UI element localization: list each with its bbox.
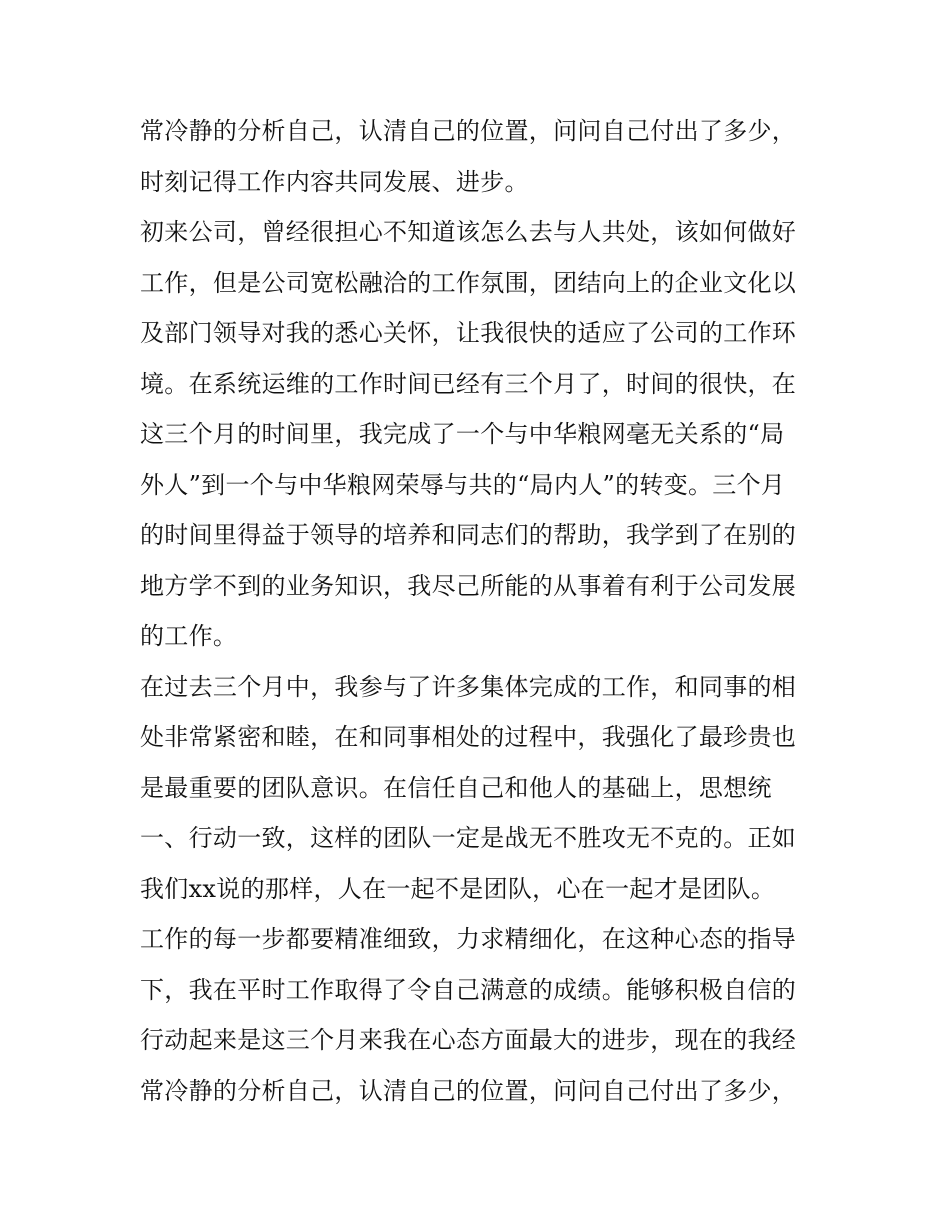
text-line: 的工作。 (140, 622, 238, 650)
text-line: 地方学不到的业务知识，我尽己所能的从事着有利于公司发展 (140, 571, 797, 600)
text-line: 行动起来是这三个月来我在心态方面最大的进步，现在的我经 (140, 1026, 797, 1054)
text-line: 这三个月的时间里，我完成了一个与中华粮网毫无关系的“局 (140, 420, 785, 448)
text-line: 是最重要的团队意识。在信任自己和他人的基础上，思想统 (140, 773, 772, 802)
text-line: 下，我在平时工作取得了令自己满意的成绩。能够积极自信的 (140, 975, 797, 1004)
text-line: 一、行动一致，这样的团队一定是战无不胜攻无不克的。正如 (140, 824, 797, 852)
text-line: 时刻记得工作内容共同发展、进步。 (140, 167, 529, 196)
text-line: 处非常紧密和睦，在和同事相处的过程中，我强化了最珍贵也 (140, 723, 797, 751)
text-line: 我们xx说的那样，人在一起不是团队，心在一起才是团队。 (140, 874, 776, 903)
text-line: 常冷静的分析自己，认清自己的位置，问问自己付出了多少， (140, 117, 797, 145)
text-line: 常冷静的分析自己，认清自己的位置，问问自己付出了多少， (140, 1076, 797, 1105)
text-line: 初来公司，曾经很担心不知道该怎么去与人共处，该如何做好 (140, 218, 797, 246)
text-line: 工作的每一步都要精准细致，力求精细化，在这种心态的指导 (140, 925, 797, 953)
document-body (140, 106, 820, 1116)
text-line: 工作，但是公司宽松融洽的工作氛围，团结向上的企业文化以 (140, 268, 797, 297)
text-line: 的时间里得益于领导的培养和同志们的帮助，我学到了在别的 (140, 521, 797, 549)
text-line: 境。在系统运维的工作时间已经有三个月了，时间的很快，在 (140, 369, 797, 398)
text-line: 在过去三个月中，我参与了许多集体完成的工作，和同事的相 (140, 672, 797, 701)
text-line: 外人”到一个与中华粮网荣辱与共的“局内人”的转变。三个月 (140, 470, 786, 499)
text-line: 及部门领导对我的悉心关怀，让我很快的适应了公司的工作环 (140, 319, 797, 347)
